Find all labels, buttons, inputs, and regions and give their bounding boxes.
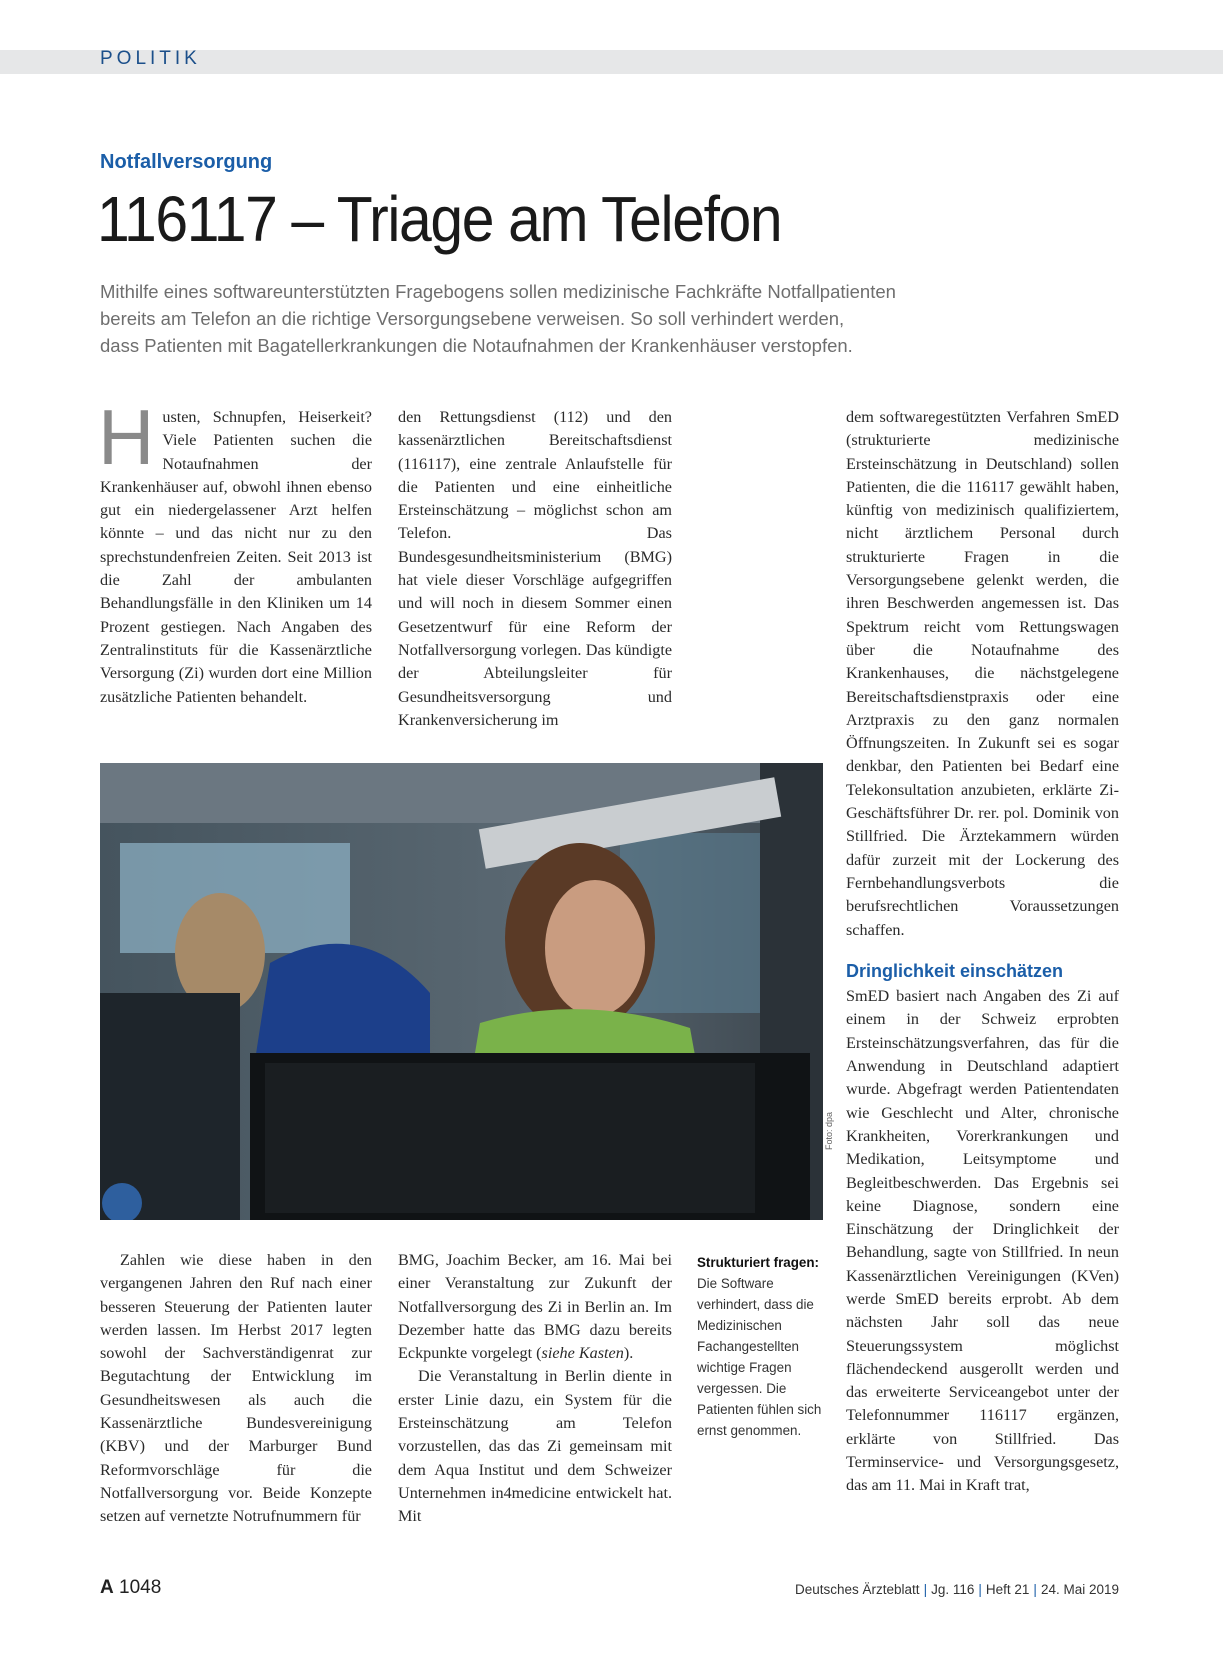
journal-name: Deutsches Ärzteblatt <box>795 1582 920 1597</box>
cross-reference: siehe Kasten <box>541 1344 624 1363</box>
body-text: BMG, Joachim Becker, am 16. Mai bei einer Veranstaltung zur Zukunft der Notfallversorgung des Zi in Berlin an. Im Dezember hatte das BMG dazu bereits Eckpunkte vorgelegt (siehe Kasten). <box>398 1251 672 1363</box>
journal-date: 24. Mai 2019 <box>1040 1582 1119 1597</box>
article-headline: 116117 – Triage am Telefon <box>97 183 782 255</box>
article-lede <box>100 278 980 359</box>
body-text: den Rettungsdienst (112) und den kassenärztlichen Bereitschaftsdienst (116117), eine zentrale Anlaufstelle für die Patienten und eine einheitliche Ersteinschätzung – möglichst schon am Telefon. Das Bundesgesundheitsministerium (BMG) hat viele dieser Vorschläge aufgegriffen und will noch in diesem Sommer einen Gesetzentwurf für eine Reform der Notfallversorgung vorlegen. Das kündigte der Abteilungsleiter für Gesundheitsversorgung und Krankenversicherung im <box>398 408 672 729</box>
article-kicker: Notfallversorgung <box>100 151 273 173</box>
subheading: Dringlichkeit einschätzen <box>846 960 1064 981</box>
photo-caption <box>697 1252 825 1441</box>
body-text: dem softwaregestützten Verfahren SmED (strukturierte medizinische Ersteinschätzung in Deutschland) sollen Patienten, die die 116117 gewählt haben, künftig von medizinisch qualifiziertem, nicht ärztlichem Personal durch strukturierte Fragen in die Versorgungsebene gelenkt werden, die ihren Beschwerden angemessen ist. Das Spektrum reicht vom Rettungswagen über die Notaufnahme des Krankenhauses, die nächstgelegene Bereitschaftsdienstpraxis oder eine Arztpraxis zu den ganz normalen Öffnungszeiten. In Zukunft sei es sogar denkbar, den Patienten bei Bedarf eine Telekonsultation anzubieten, erklärte Zi-Geschäftsführer Dr. rer. pol. Dominik von Stillfried. Die Ärztekammern würden dafür zurzeit mit der Lockerung des Fernbehandlungsverbots die berufsrechtlichen Voraussetzungen schaffen. <box>846 408 1119 939</box>
journal-volume: Jg. 116 <box>931 1582 975 1597</box>
column-2-bottom <box>398 1249 672 1529</box>
lede-line: bereits am Telefon an die richtige Versorgungsebene verweisen. So soll verhindert werden, <box>100 308 845 329</box>
body-text: usten, Schnupfen, Heiserkeit? Viele Patienten suchen die Notaufnahmen der Krankenhäuser auf, obwohl ihnen ebenso gut ein niedergelassener Arzt helfen könnte – und das nicht nur zu den sprechstundenfreien Zeiten. Seit 2013 ist die Zahl der ambulanten Behandlungsfälle in den Kliniken um 14 Prozent gestiegen. Nach Angaben des Zentralinstituts für die Kassenärztliche Versorgung (Zi) wurden dort eine Million zusätzliche Patienten behandelt. <box>100 408 372 706</box>
call-center-photo <box>100 763 823 1220</box>
body-text: Die Veranstaltung in Berlin diente in erster Linie dazu, ein System für die Ersteinschätzung am Telefon vorzustellen, das das Zi gemeinsam mit dem Aqua Institut und dem Schweizer Unternehmen in4medicine entwickelt hat. Mit <box>398 1367 672 1526</box>
column-2-top <box>398 406 672 732</box>
column-3 <box>846 406 1119 1498</box>
journal-issue: Heft 21 <box>985 1582 1030 1597</box>
lede-line: dass Patienten mit Bagatellerkrankungen die Notaufnahmen der Krankenhäuser verstopfen. <box>100 335 853 356</box>
column-1-bottom <box>100 1249 372 1529</box>
column-1-top <box>98 393 372 709</box>
journal-info: Deutsches Ärzteblatt | Jg. 116 | Heft 21 | 24. Mai 2019 <box>795 1582 1119 1597</box>
body-text: Zahlen wie diese haben in den vergangenen Jahren den Ruf nach einer besseren Steuerung der Patienten lauter werden lassen. Im Herbst 2017 legten sowohl der Sachverständigenrat zur Begutachtung der Entwicklung im Gesundheitswesen als auch die Kassenärztliche Bundesvereinigung (KBV) und der Marburger Bund Reformvorschläge für die Notfallversorgung vor. Beide Konzepte setzen auf vernetzte Notrufnummern für <box>100 1251 372 1526</box>
drop-cap: H <box>98 393 155 481</box>
caption-text: Die Software verhindert, dass die Medizinischen Fachangestellten wichtige Fragen vergessen. Die Patienten fühlen sich ernst genommen. <box>697 1276 822 1438</box>
lede-line: Mithilfe eines softwareunterstützten Fragebogens sollen medizinische Fachkräfte Notfallpatienten <box>100 281 896 302</box>
article-photo <box>100 763 823 1220</box>
caption-title: Strukturiert fragen: <box>697 1255 820 1270</box>
body-text: SmED basiert nach Angaben des Zi auf einem in der Schweiz erprobten Ersteinschätzungsverfahren, das für die Anwendung in Deutschland adaptiert wurde. Abgefragt werden Patientendaten wie Geschlecht und Alter, chronische Krankheiten, Vorerkrankungen und Medikation, Leitsymptome und Begleitbeschwerden. Das Ergebnis sei keine Diagnose, sondern eine Einschätzung der Dringlichkeit der Behandlung, sagte von Stillfried. In neun Kassenärztlichen Vereinigungen (KVen) werde SmED bereits erprobt. Ab dem nächsten Jahr soll das neue Steuerungssystem möglichst flächendeckend ausgerollt werden und das erweiterte Serviceangebot unter der Telefonnummer 116117 ergänzen, erklärte von Stillfried. Das Terminservice- und Versorgungsgesetz, das am 11. Mai in Kraft trat, <box>846 987 1119 1495</box>
photo-credit: Foto: dpa <box>824 1111 834 1150</box>
page-number: A 1048 <box>100 1577 162 1598</box>
section-label: POLITIK <box>100 48 201 69</box>
